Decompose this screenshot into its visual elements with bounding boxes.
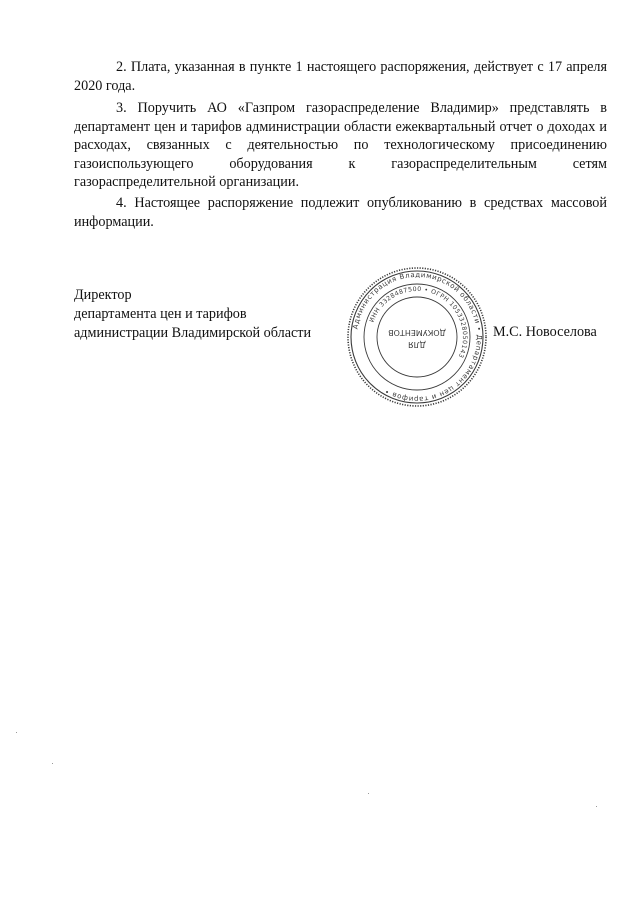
seal-icon bbox=[346, 266, 488, 408]
seal-center-line-2: ДОКУМЕНТОВ bbox=[388, 328, 446, 337]
signatory-position bbox=[74, 286, 311, 343]
seal-inner-text: ИНН 3328487500 • ОГРН 1053328050143 bbox=[368, 285, 469, 360]
position-line-3: администрации Владимирской области bbox=[74, 325, 312, 341]
scan-speck bbox=[596, 806, 597, 807]
seal-center-line-1: ДЛЯ bbox=[408, 340, 426, 349]
seal-outer-text: Администрация Владимирской области • Департамент цен и тарифов • bbox=[351, 270, 484, 404]
position-line-2: департамента цен и тарифов bbox=[74, 306, 247, 322]
paragraph-2: 2. Плата, указанная в пункте 1 настоящего распоряжения, действует с 17 апреля 2020 года. bbox=[74, 59, 607, 94]
scan-speck bbox=[52, 763, 53, 764]
paragraph-3: 3. Поручить АО «Газпром газораспределение Владимир» представлять в департамент цен и тарифов администрации области ежеквартальный отчет о доходах и расходах, связанных с деятельностью по технологическому присоединению газоиспользующего оборудования к газораспределительным сетям газораспределительной организации. bbox=[74, 100, 607, 190]
scan-speck bbox=[368, 793, 369, 794]
paragraph-4: 4. Настоящее распоряжение подлежит опубликованию в средствах массовой информации. bbox=[74, 195, 607, 230]
scan-speck bbox=[16, 732, 17, 733]
signatory-name: М.С. Новоселова bbox=[493, 324, 597, 340]
position-line-1: Директор bbox=[74, 287, 132, 303]
official-seal-stamp bbox=[346, 266, 488, 408]
